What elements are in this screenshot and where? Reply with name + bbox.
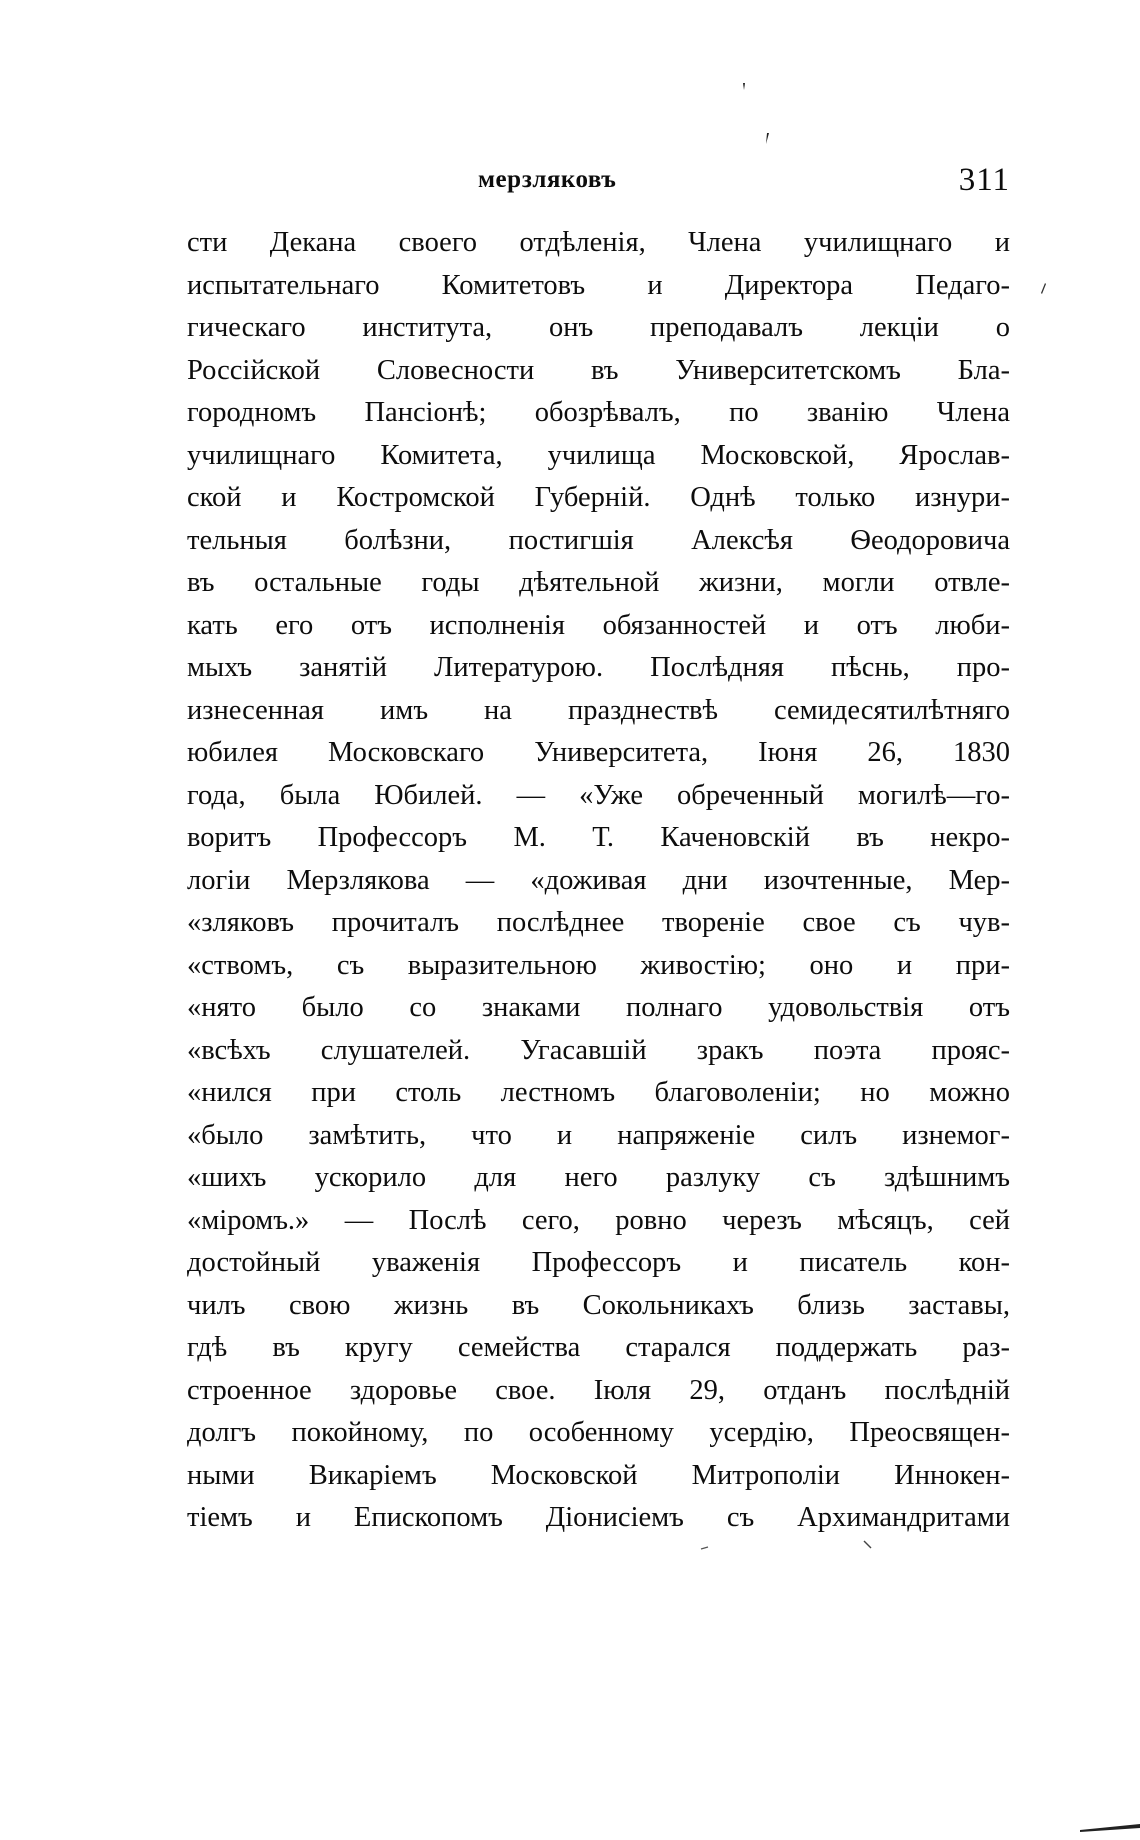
text-line: испытательнаго Комитетовъ и Директора Педаго- — [187, 269, 1010, 301]
text-line: «нился при столь лестномъ благоволеніи; но можно — [187, 1077, 1010, 1108]
text-line: мыхъ занятій Литературою. Послѣдняя пѣснь, про- — [187, 652, 1010, 683]
scan-speck-mark — [863, 1540, 873, 1550]
text-line: училищнаго Комитета, училища Московской, Ярослав- — [187, 439, 1010, 471]
page-number: 311 — [958, 162, 1010, 198]
text-line: чилъ свою жизнь въ Сокольникахъ близь заставы, — [187, 1289, 1010, 1321]
text-line: «ствомъ, съ выразительною живостію; оно и при- — [187, 949, 1010, 981]
text-line: ными Викаріемъ Московской Митрополіи Иннокен- — [187, 1459, 1010, 1491]
text-line: гическаго института, онъ преподавалъ лекціи о — [187, 312, 1010, 343]
text-line: ской и Костромской Губерній. Однѣ только изнури- — [187, 482, 1010, 513]
scan-speck-mark — [700, 1545, 710, 1551]
text-line: «зляковъ прочиталъ послѣднее твореніе свое съ чув- — [187, 907, 1010, 938]
text-line: кать его отъ исполненія обязанностей и отъ люби- — [187, 609, 1010, 641]
text-line: тіемъ и Епископомъ Діонисіемъ съ Архимандритами — [187, 1502, 1010, 1533]
text-line: воритъ Профессоръ М. Т. Каченовскій въ некро- — [187, 822, 1010, 853]
text-line: изнесенная имъ на празднествѣ семидесятилѣтняго — [187, 694, 1010, 726]
text-line: года, была Юбилей. — «Уже обреченный могилѣ—го- — [187, 779, 1010, 811]
text-line: въ остальные годы дѣятельной жизни, могли отвле- — [187, 567, 1010, 598]
scan-speck-mark — [1040, 282, 1048, 296]
text-line: «всѣхъ слушателей. Угасавшій зракъ поэта прояс- — [187, 1034, 1010, 1066]
text-line: «было замѣтить, что и напряженіе силъ изнемог- — [187, 1119, 1010, 1151]
text-line: «міромъ.» — Послѣ сего, ровно черезъ мѣсяцъ, сей — [187, 1204, 1010, 1236]
text-line: долгъ покойному, по особенному усердію, Преосвящен- — [187, 1417, 1010, 1448]
text-line: тельныя болѣзни, постигшія Алексѣя Ѳеодоровича — [187, 524, 1010, 556]
scan-speck-mark — [740, 82, 748, 92]
text-line: городномъ Пансіонѣ; обозрѣвалъ, по званію Члена — [187, 397, 1010, 428]
text-line: сти Декана своего отдѣленія, Члена училищнаго и — [187, 227, 1010, 258]
text-line: «шихъ ускорило для него разлуку съ здѣшнимъ — [187, 1162, 1010, 1193]
body-text — [187, 222, 1010, 1540]
text-line: гдѣ въ кругу семейства старался поддержать раз- — [187, 1332, 1010, 1363]
text-line: достойный уваженія Профессоръ и писатель кон- — [187, 1247, 1010, 1278]
text-line: юбилея Московскаго Университета, Іюня 26, 1830 — [187, 737, 1010, 768]
running-head — [185, 160, 1010, 200]
text-line: Россійской Словесности въ Университетскомъ Бла- — [187, 354, 1010, 386]
text-line: логіи Мерзлякова — «доживая дни изочтенные, Мер- — [187, 864, 1010, 896]
scan-edge-mark — [1080, 1820, 1140, 1832]
text-line: «нято было со знаками полнаго удовольствія отъ — [187, 992, 1010, 1023]
text-line: строенное здоровье свое. Іюля 29, отданъ послѣдній — [187, 1374, 1010, 1406]
scan-speck-mark — [763, 132, 771, 146]
running-title: мерзляковъ — [478, 166, 617, 193]
